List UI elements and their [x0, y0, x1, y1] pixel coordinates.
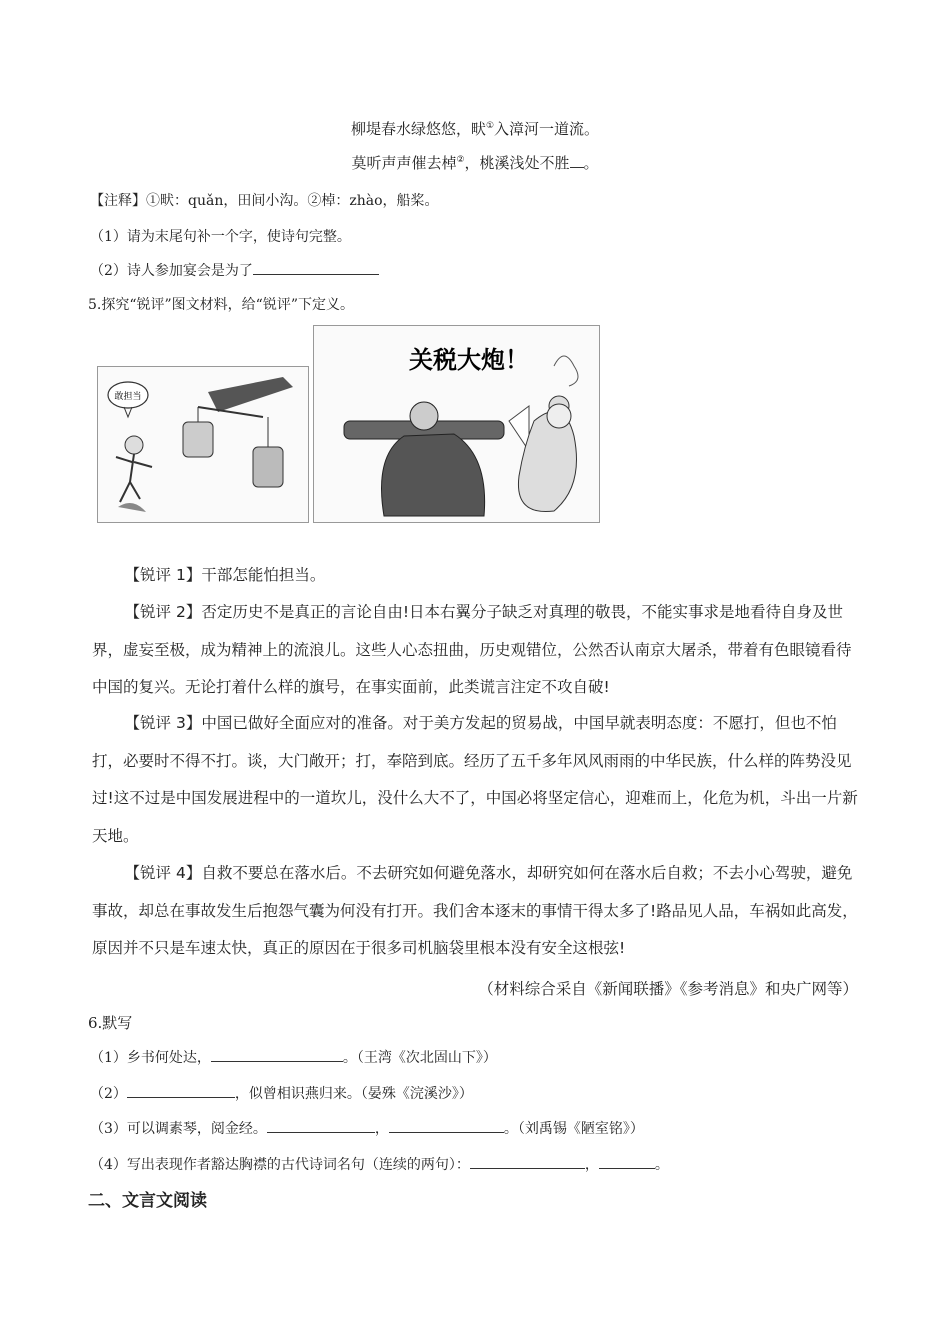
question-5: 5.探究“锐评”图文材料，给“锐评”下定义。	[88, 297, 354, 313]
dictation-4: （4）写出表现作者豁达胸襟的古代诗词名句（连续的两句）： ， 。	[90, 1154, 669, 1174]
dictation-1: （1）乡书何处达， 。（王湾《次北固山下》）	[90, 1047, 497, 1067]
cartoon-tariff-cannon	[313, 325, 600, 523]
answer-blank[interactable]	[470, 1154, 585, 1169]
comment-3: 【锐评 3】中国已做好全面应对的准备。对于美方发起的贸易战，中国早就表明态度：不愿打，但也不怕打，必要时不得不打。谈，大门敞开；打，奉陪到底。经历了五千多年风风雨雨的中华民族，什么样的阵势没见过!这不过是中国发展进程中的一道坎儿，没什么大不了，中国必将坚定信心，迎难而上，化危为机，斗出一片新天地。	[92, 714, 858, 845]
question-1: （1）请为末尾句补一个字，使诗句完整。	[90, 229, 351, 245]
cartoon-dare-to-take-responsibility	[97, 366, 309, 523]
dictation-3: （3）可以调素琴，阅金经。 ， 。（刘禹锡《陋室铭》）	[90, 1118, 644, 1138]
comment-2: 【锐评 2】否定历史不是真正的言论自由!日本右翼分子缺乏对真理的敬畏，不能实事求是地看待自身及世界，虚妄至极，成为精神上的流浪儿。这些人心态扭曲，历史观错位，公然否认南京大屠杀，带着有色眼镜看待中国的复兴。无论打着什么样的旗号，在事实面前，此类谎言注定不攻自破!	[92, 603, 852, 696]
answer-blank[interactable]	[389, 1118, 504, 1133]
poem-line-1: 柳堤春水绿悠悠，畎①入漳河一道流。	[350, 120, 600, 138]
answer-blank[interactable]	[267, 1118, 375, 1133]
comment-1: 【锐评 1】干部怎能怕担当。	[124, 566, 326, 584]
poem-note: 【注释】①畎：quǎn，田间小沟。②棹：zhào，船桨。	[90, 193, 439, 209]
section-2-title: 二、文言文阅读	[88, 1191, 207, 1211]
left-cartoon-caption: 敢担当	[114, 392, 142, 402]
material-source: （材料综合采自《新闻联播》《参考消息》和央广网等）	[478, 980, 858, 998]
cartoon-left-drawing	[98, 367, 308, 522]
answer-blank[interactable]	[599, 1154, 655, 1169]
question-2: （2）诗人参加宴会是为了	[90, 260, 379, 280]
comment-4: 【锐评 4】自救不要总在落水后。不去研究如何避免落水，却研究如何在落水后自救；不去小心驾驶，避免事故，却总在事故发生后抱怨气囊为何没有打开。我们舍本逐末的事情干得太多了!路品见人品，车祸如此高发，原因并不只是车速太快，真正的原因在于很多司机脑袋里根本没有安全这根弦!	[92, 864, 858, 957]
cartoon-right-drawing	[314, 326, 599, 522]
answer-blank[interactable]	[570, 153, 584, 168]
answer-blank[interactable]	[211, 1047, 343, 1062]
poem-line-2: 莫听声声催去棹②，桃溪浅处不胜 。	[351, 154, 599, 172]
dictation-2: （2） ，似曾相识燕归来。（晏殊《浣溪沙》）	[90, 1083, 473, 1103]
answer-blank[interactable]	[253, 260, 379, 275]
right-cartoon-title: 关税大炮！	[409, 346, 529, 374]
question-6: 6.默写	[88, 1014, 133, 1032]
answer-blank[interactable]	[127, 1083, 235, 1098]
